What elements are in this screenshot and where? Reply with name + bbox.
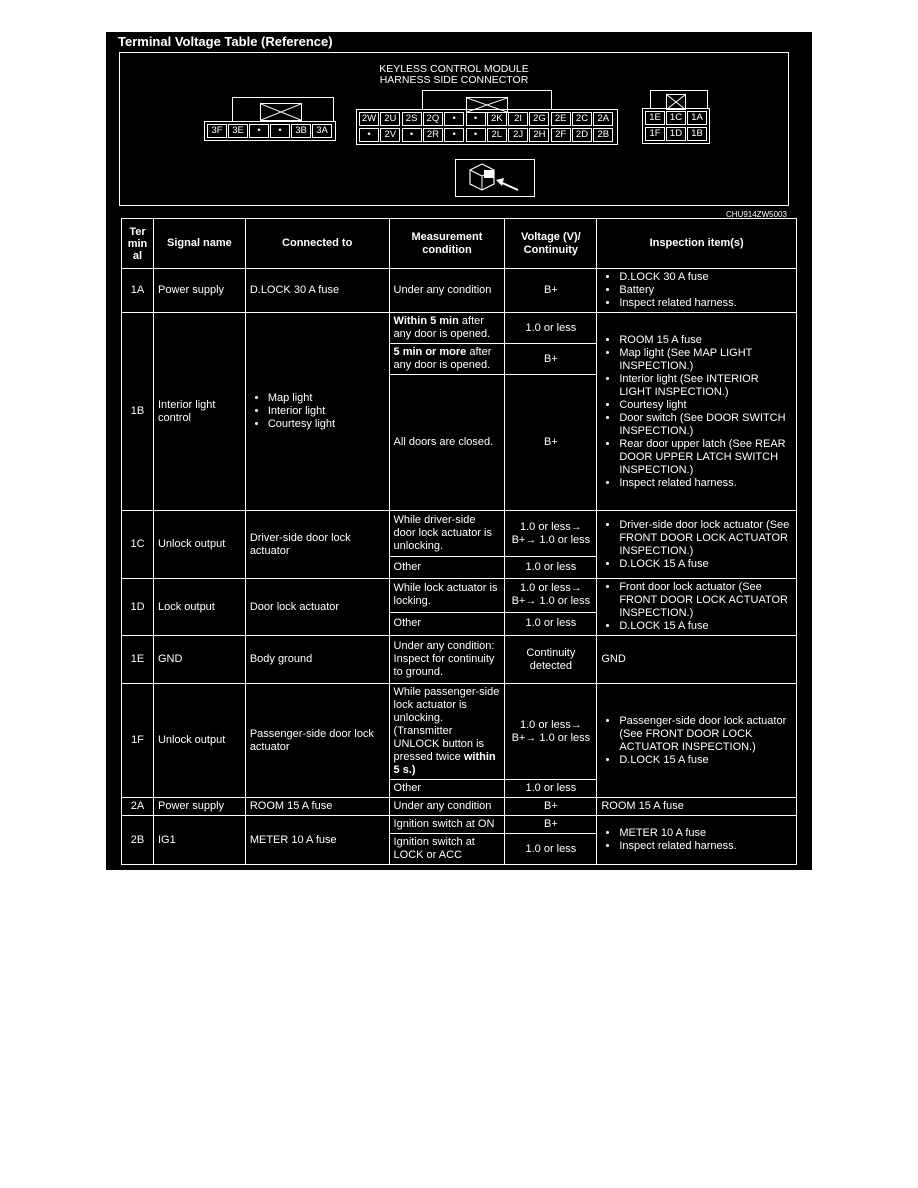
connector-diagram bbox=[119, 52, 789, 206]
connected-item: • Interior light bbox=[268, 405, 385, 418]
signal-cell: Unlock output bbox=[153, 684, 245, 798]
connected-item: • Courtesy light bbox=[268, 418, 385, 431]
inspection-cell bbox=[597, 579, 797, 636]
inspection-cell: ROOM 15 A fuse bbox=[597, 798, 797, 816]
signal-cell: GND bbox=[153, 636, 245, 684]
inspection-item: • D.LOCK 15 A fuse bbox=[619, 558, 792, 571]
inspection-item: • Inspect related harness. bbox=[619, 840, 792, 853]
terminal-voltage-table bbox=[121, 218, 797, 865]
terminal-cell: 2B bbox=[122, 816, 154, 865]
pin-connector-2-top-0: 2W bbox=[359, 112, 379, 126]
condition-cell bbox=[389, 344, 505, 375]
voltage-cell bbox=[505, 684, 597, 780]
table-row bbox=[122, 579, 797, 613]
condition-cell bbox=[389, 684, 505, 780]
pin-connector-2-bottom-1: 2V bbox=[380, 128, 400, 142]
inspection-item: • Inspect related harness. bbox=[619, 297, 792, 310]
voltage-cell: Continuity detected bbox=[505, 636, 597, 684]
pin-1A: 1A bbox=[687, 111, 707, 125]
condition-text: after any door is opened. bbox=[393, 315, 491, 340]
condition-cell: Under any condition bbox=[389, 269, 505, 313]
pin-1F: 1F bbox=[645, 127, 665, 141]
pin-1B: 1B bbox=[687, 127, 707, 141]
pin-connector-2-top-4: • bbox=[444, 112, 464, 126]
pin-connector-2-bottom-8: 2H bbox=[529, 128, 549, 142]
header-connected: Connected to bbox=[245, 219, 389, 269]
voltage-cell: 1.0 or less bbox=[505, 780, 597, 798]
pin-1E: 1E bbox=[645, 111, 665, 125]
connector-key-x-icon bbox=[667, 95, 685, 109]
pin-connector-2-top-8: 2G bbox=[529, 112, 549, 126]
pin-connector-2-top-11: 2A bbox=[593, 112, 613, 126]
condition-bold: within 5 s.) bbox=[393, 751, 496, 776]
pin-3E: 3E bbox=[228, 124, 248, 138]
voltage-cell bbox=[505, 579, 597, 613]
voltage-line: B+→ 1.0 or less bbox=[511, 731, 591, 744]
inspection-item: • D.LOCK 15 A fuse bbox=[619, 620, 792, 633]
inspection-item: • Inspect related harness. bbox=[619, 477, 792, 490]
inspection-item: • Map light (See MAP LIGHT INSPECTION.) bbox=[619, 347, 792, 373]
voltage-cell: B+ bbox=[505, 269, 597, 313]
pin-connector-2-top-7: 2I bbox=[508, 112, 528, 126]
signal-cell: Lock output bbox=[153, 579, 245, 636]
pin-3-empty-2: • bbox=[270, 124, 290, 138]
pin-1C: 1C bbox=[666, 111, 686, 125]
pin-connector-2-top-5: • bbox=[466, 112, 486, 126]
pin-3F: 3F bbox=[207, 124, 227, 138]
diagram-caption-2: HARNESS SIDE CONNECTOR bbox=[379, 74, 529, 86]
header-signal: Signal name bbox=[153, 219, 245, 269]
pin-3-empty-1: • bbox=[249, 124, 269, 138]
pin-connector-2-top-1: 2U bbox=[380, 112, 400, 126]
inspection-item: • D.LOCK 30 A fuse bbox=[619, 271, 792, 284]
connector-key-x-icon bbox=[261, 104, 301, 120]
terminal-cell: 1F bbox=[122, 684, 154, 798]
table-title: Terminal Voltage Table (Reference) bbox=[118, 34, 333, 49]
voltage-cell: B+ bbox=[505, 816, 597, 834]
connected-cell: Body ground bbox=[245, 636, 389, 684]
table-row bbox=[122, 816, 797, 834]
pin-connector-2-top-2: 2S bbox=[402, 112, 422, 126]
table-row bbox=[122, 684, 797, 780]
pin-connector-2-bottom-3: 2R bbox=[423, 128, 443, 142]
terminal-cell: 2A bbox=[122, 798, 154, 816]
terminal-cell: 1A bbox=[122, 269, 154, 313]
pin-connector-2-bottom-7: 2J bbox=[508, 128, 528, 142]
condition-cell: Under any condition bbox=[389, 798, 505, 816]
pin-connector-2-bottom-11: 2B bbox=[593, 128, 613, 142]
table-row bbox=[122, 636, 797, 684]
pin-1D: 1D bbox=[666, 127, 686, 141]
inspection-item: • Rear door upper latch (See REAR DOOR UPPER LATCH SWITCH INSPECTION.) bbox=[619, 438, 792, 477]
header-measurement: Measurement condition bbox=[389, 219, 505, 269]
table-row bbox=[122, 313, 797, 344]
inspection-item: • ROOM 15 A fuse bbox=[619, 334, 792, 347]
table-header-row bbox=[122, 219, 797, 269]
voltage-line: 1.0 or less→ bbox=[519, 582, 582, 595]
signal-cell: IG1 bbox=[153, 816, 245, 865]
condition-text: after any door is opened. bbox=[393, 346, 492, 371]
inspection-item: • Courtesy light bbox=[619, 399, 792, 412]
condition-cell bbox=[389, 313, 505, 344]
terminal-voltage-panel bbox=[106, 32, 812, 870]
connected-cell: METER 10 A fuse bbox=[245, 816, 389, 865]
harness-side-connector-icon bbox=[456, 160, 534, 196]
connector-1 bbox=[642, 108, 710, 144]
voltage-cell: B+ bbox=[505, 344, 597, 375]
pin-connector-2-top-3: 2Q bbox=[423, 112, 443, 126]
voltage-cell: 1.0 or less bbox=[505, 834, 597, 865]
inspection-cell bbox=[597, 269, 797, 313]
pin-connector-2-top-6: 2K bbox=[487, 112, 507, 126]
condition-cell: Other bbox=[389, 612, 505, 635]
inspection-item: • METER 10 A fuse bbox=[619, 827, 792, 840]
voltage-line: B+→ 1.0 or less bbox=[511, 595, 591, 608]
terminal-cell: 1B bbox=[122, 313, 154, 511]
pin-connector-2-bottom-4: • bbox=[444, 128, 464, 142]
inspection-item: • Battery bbox=[619, 284, 792, 297]
condition-cell: Other bbox=[389, 557, 505, 579]
inspection-cell bbox=[597, 816, 797, 865]
inspection-item: • Passenger-side door lock actuator (See FRONT DOOR LOCK ACTUATOR INSPECTION.) bbox=[619, 715, 792, 754]
table-row bbox=[122, 511, 797, 557]
pin-3B: 3B bbox=[291, 124, 311, 138]
terminal-cell: 1C bbox=[122, 511, 154, 579]
condition-cell: Under any condition: Inspect for continuity to ground. bbox=[389, 636, 505, 684]
connected-cell: Passenger-side door lock actuator bbox=[245, 684, 389, 798]
connected-cell: D.LOCK 30 A fuse bbox=[245, 269, 389, 313]
inspection-item: • Interior light (See INTERIOR LIGHT INSPECTION.) bbox=[619, 373, 792, 399]
connected-cell bbox=[245, 313, 389, 511]
terminal-cell: 1D bbox=[122, 579, 154, 636]
inspection-cell: GND bbox=[597, 636, 797, 684]
voltage-cell: 1.0 or less bbox=[505, 313, 597, 344]
inspection-cell bbox=[597, 511, 797, 579]
voltage-cell: 1.0 or less bbox=[505, 612, 597, 635]
header-inspection: Inspection item(s) bbox=[597, 219, 797, 269]
inspection-item: • Driver-side door lock actuator (See FRONT DOOR LOCK ACTUATOR INSPECTION.) bbox=[619, 519, 792, 558]
condition-bold: 5 min or more bbox=[393, 346, 467, 358]
voltage-cell bbox=[505, 511, 597, 557]
pin-connector-2-top-9: 2E bbox=[551, 112, 571, 126]
voltage-line: 1.0 or less→ bbox=[519, 520, 582, 533]
voltage-line: B+→ 1.0 or less bbox=[511, 533, 591, 546]
harness-side-symbol bbox=[455, 159, 535, 197]
diagram-ref-code: CHU914ZW5003 bbox=[726, 210, 787, 219]
table-row bbox=[122, 798, 797, 816]
inspection-item: • Door switch (See DOOR SWITCH INSPECTION.) bbox=[619, 412, 792, 438]
signal-cell: Interior light control bbox=[153, 313, 245, 511]
signal-cell: Power supply bbox=[153, 269, 245, 313]
voltage-cell: 1.0 or less bbox=[505, 557, 597, 579]
inspection-item: • D.LOCK 15 A fuse bbox=[619, 754, 792, 767]
connected-cell: Door lock actuator bbox=[245, 579, 389, 636]
condition-cell: Other bbox=[389, 780, 505, 798]
table-row bbox=[122, 269, 797, 313]
header-terminal: Ter min al bbox=[122, 219, 154, 269]
pin-connector-2-bottom-5: • bbox=[466, 128, 486, 142]
inspection-cell bbox=[597, 684, 797, 798]
condition-cell: All doors are closed. bbox=[389, 375, 505, 511]
signal-cell: Unlock output bbox=[153, 511, 245, 579]
pin-connector-2-bottom-10: 2D bbox=[572, 128, 592, 142]
pin-connector-2-bottom-9: 2F bbox=[551, 128, 571, 142]
connected-cell: ROOM 15 A fuse bbox=[245, 798, 389, 816]
pin-connector-2-bottom-6: 2L bbox=[487, 128, 507, 142]
header-voltage: Voltage (V)/ Continuity bbox=[505, 219, 597, 269]
condition-text: While passenger-side lock actuator is unlocking. (Transmitter UNLOCK button is pressed twice bbox=[393, 686, 500, 763]
pin-3A: 3A bbox=[312, 124, 332, 138]
terminal-cell: 1E bbox=[122, 636, 154, 684]
connector-3-key bbox=[260, 103, 302, 121]
condition-bold: Within 5 min bbox=[393, 315, 459, 327]
pin-connector-2-bottom-0: • bbox=[359, 128, 379, 142]
voltage-cell: B+ bbox=[505, 798, 597, 816]
connected-cell: Driver-side door lock actuator bbox=[245, 511, 389, 579]
connector-3 bbox=[204, 121, 336, 141]
condition-cell: Ignition switch at LOCK or ACC bbox=[389, 834, 505, 865]
pin-connector-2-top-10: 2C bbox=[572, 112, 592, 126]
signal-cell: Power supply bbox=[153, 798, 245, 816]
voltage-line: 1.0 or less→ bbox=[519, 718, 582, 731]
pin-connector-2-bottom-2: • bbox=[402, 128, 422, 142]
inspection-item: • Front door lock actuator (See FRONT DOOR LOCK ACTUATOR INSPECTION.) bbox=[619, 581, 792, 620]
connected-item: • Map light bbox=[268, 392, 385, 405]
condition-cell: While driver-side door lock actuator is unlocking. bbox=[389, 511, 505, 557]
inspection-cell bbox=[597, 313, 797, 511]
diagram-caption-1: KEYLESS CONTROL MODULE bbox=[379, 63, 529, 75]
condition-cell: Ignition switch at ON bbox=[389, 816, 505, 834]
condition-cell: While lock actuator is locking. bbox=[389, 579, 505, 613]
voltage-cell: B+ bbox=[505, 375, 597, 511]
